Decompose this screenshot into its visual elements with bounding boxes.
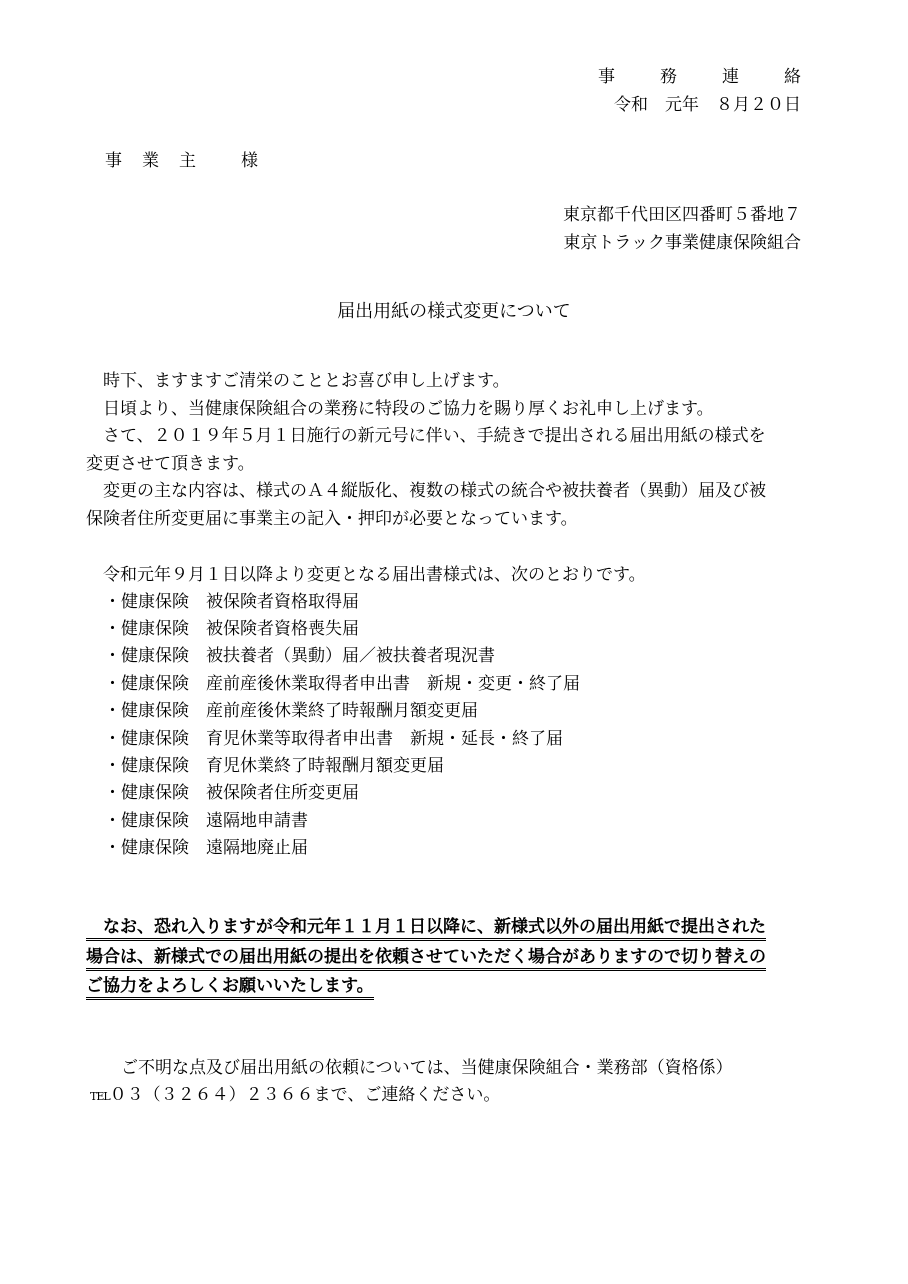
contact-line: ご不明な点及び届出用紙の依頼については、当健康保険組合・業務部（資格係） bbox=[104, 1058, 733, 1078]
notice-line: ご協力をよろしくお願いいたします。 bbox=[86, 978, 374, 1000]
memo-date: 令和 元年 ８月２０日 bbox=[614, 95, 801, 115]
notice-line: 場合は、新様式での届出用紙の提出を依頼させていただく場合がありますので切り替えの bbox=[86, 949, 766, 971]
recipient-char: 業 bbox=[142, 151, 159, 171]
form-list-item: ・健康保険 産前産後休業取得者申出書 新規・変更・終了届 bbox=[104, 674, 580, 694]
notice-line: なお、恐れ入りますが令和元年１１月１日以降に、新様式以外の届出用紙で提出された bbox=[86, 919, 766, 941]
memo-title bbox=[598, 69, 801, 86]
tel-mark: TEL bbox=[90, 1090, 110, 1103]
forms-intro: 令和元年９月１日以降より変更となる届出書様式は、次のとおりです。 bbox=[86, 565, 646, 585]
memo-title-char: 事 bbox=[598, 67, 615, 87]
form-list-item: ・健康保険 被扶養者（異動）届／被扶養者現況書 bbox=[104, 646, 495, 666]
document-title: 届出用紙の様式変更について bbox=[337, 301, 571, 322]
contact-phone: ０３（３２６４）２３６６まで、ご連絡ください。 bbox=[109, 1085, 501, 1105]
body-line: 変更の主な内容は、様式のＡ４縦版化、複数の様式の統合や被扶養者（異動）届及び被 bbox=[86, 481, 766, 501]
memo-title-char: 務 bbox=[660, 67, 677, 87]
memo-title-char: 絡 bbox=[784, 67, 801, 87]
form-list-item: ・健康保険 遠隔地廃止届 bbox=[104, 838, 308, 858]
body-line: 時下、ますますご清栄のこととお喜び申し上げます。 bbox=[86, 371, 510, 391]
recipient bbox=[105, 153, 278, 170]
form-list-item: ・健康保険 産前産後休業終了時報酬月額変更届 bbox=[104, 701, 478, 721]
form-list-item: ・健康保険 被保険者住所変更届 bbox=[104, 783, 359, 803]
body-line: 保険者住所変更届に事業主の記入・押印が必要となっています。 bbox=[86, 509, 578, 529]
recipient-char: 事 bbox=[105, 151, 122, 171]
form-list-item: ・健康保険 育児休業等取得者申出書 新規・延長・終了届 bbox=[104, 729, 563, 749]
body-line: 変更させて頂きます。 bbox=[86, 454, 255, 474]
sender-name: 東京トラック事業健康保険組合 bbox=[563, 233, 801, 253]
form-list-item: ・健康保険 被保険者資格喪失届 bbox=[104, 619, 359, 639]
recipient-char: 主 bbox=[179, 151, 196, 171]
body-line: さて、２０１９年５月１日施行の新元号に伴い、手続きで提出される届出用紙の様式を bbox=[86, 426, 766, 446]
recipient-char: 様 bbox=[241, 151, 258, 171]
memo-title-char: 連 bbox=[722, 67, 739, 87]
form-list-item: ・健康保険 遠隔地申請書 bbox=[104, 811, 308, 831]
sender-address: 東京都千代田区四番町５番地７ bbox=[563, 205, 801, 225]
form-list-item: ・健康保険 育児休業終了時報酬月額変更届 bbox=[104, 756, 444, 776]
form-list-item: ・健康保険 被保険者資格取得届 bbox=[104, 592, 359, 612]
body-line: 日頃より、当健康保険組合の業務に特段のご協力を賜り厚くお礼申し上げます。 bbox=[86, 399, 714, 419]
contact-line bbox=[90, 1087, 500, 1104]
